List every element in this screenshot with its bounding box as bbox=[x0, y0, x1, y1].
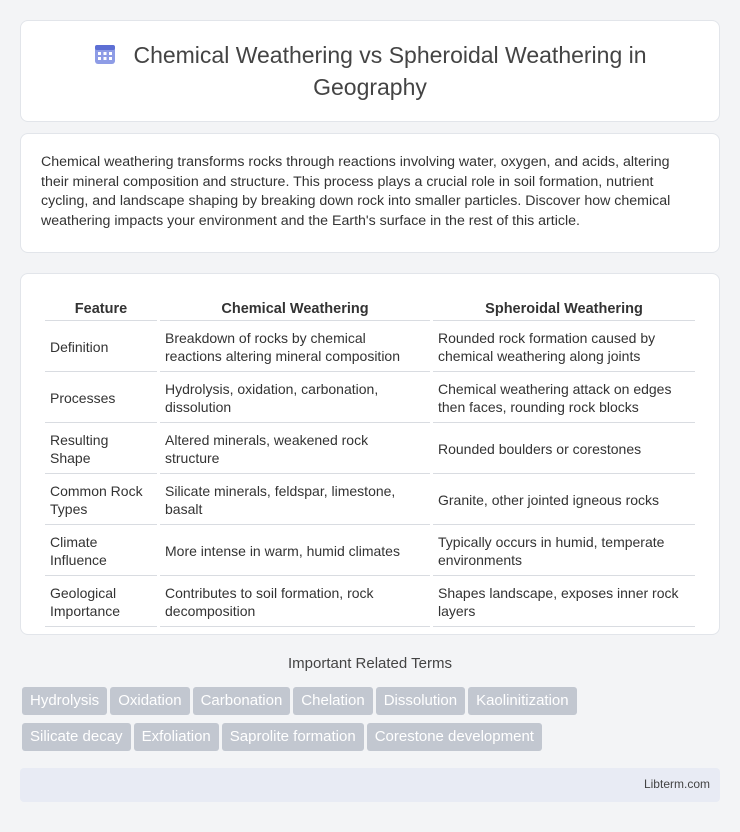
header-feature: Feature bbox=[45, 296, 157, 321]
row-feature: Climate Influence bbox=[45, 527, 157, 576]
row-chemical: Breakdown of rocks by chemical reactions altering mineral composition bbox=[160, 323, 430, 372]
page-title-text: Chemical Weathering vs Spheroidal Weathering in Geography bbox=[133, 41, 647, 100]
page-title bbox=[61, 41, 679, 102]
intro-text: Chemical weathering transforms rocks through reactions involving water, oxygen, and acids, altering their mineral composition and structure. This process plays a crucial role in soil formation, nutrient cycling, and landscape shaping by breaking down rock into smaller particles. Discover how chemical weathering impacts your environment and the Earth's surface in the rest of this article. bbox=[41, 154, 671, 229]
footer bbox=[20, 768, 720, 802]
calendar-icon bbox=[93, 42, 117, 73]
related-term-tag[interactable]: Exfoliation bbox=[134, 723, 219, 751]
related-term-tag[interactable]: Chelation bbox=[293, 687, 372, 715]
row-chemical: Hydrolysis, oxidation, carbonation, dissolution bbox=[160, 374, 430, 423]
row-feature: Geological Importance bbox=[45, 578, 157, 627]
related-term-tag[interactable]: Dissolution bbox=[376, 687, 465, 715]
related-term-tag[interactable]: Silicate decay bbox=[22, 723, 131, 751]
related-term-tag[interactable]: Kaolinitization bbox=[468, 687, 577, 715]
header-spheroidal: Spheroidal Weathering bbox=[433, 296, 695, 321]
row-spheroidal: Granite, other jointed igneous rocks bbox=[433, 476, 695, 525]
row-spheroidal: Shapes landscape, exposes inner rock layers bbox=[433, 578, 695, 627]
related-term-tag[interactable]: Oxidation bbox=[110, 687, 189, 715]
comparison-table-card bbox=[20, 273, 720, 635]
related-term-tag[interactable]: Corestone development bbox=[367, 723, 542, 751]
table-row bbox=[45, 323, 695, 372]
row-feature: Processes bbox=[45, 374, 157, 423]
row-chemical: Silicate minerals, feldspar, limestone, basalt bbox=[160, 476, 430, 525]
row-feature: Resulting Shape bbox=[45, 425, 157, 474]
table-row bbox=[45, 476, 695, 525]
table-row bbox=[45, 527, 695, 576]
table-header-row bbox=[45, 296, 695, 321]
table-row bbox=[45, 425, 695, 474]
header-chemical: Chemical Weathering bbox=[160, 296, 430, 321]
row-chemical: Contributes to soil formation, rock decomposition bbox=[160, 578, 430, 627]
related-term-tag[interactable]: Carbonation bbox=[193, 687, 291, 715]
table-row bbox=[45, 374, 695, 423]
intro-card bbox=[20, 133, 720, 253]
row-spheroidal: Rounded rock formation caused by chemical weathering along joints bbox=[433, 323, 695, 372]
related-term-tag[interactable]: Saprolite formation bbox=[222, 723, 364, 751]
related-terms-list bbox=[22, 687, 722, 759]
comparison-table bbox=[42, 294, 698, 629]
row-feature: Common Rock Types bbox=[45, 476, 157, 525]
row-spheroidal: Chemical weathering attack on edges then faces, rounding rock blocks bbox=[433, 374, 695, 423]
table-row bbox=[45, 578, 695, 627]
title-card bbox=[20, 20, 720, 122]
row-feature: Definition bbox=[45, 323, 157, 372]
row-spheroidal: Typically occurs in humid, temperate environments bbox=[433, 527, 695, 576]
row-chemical: More intense in warm, humid climates bbox=[160, 527, 430, 576]
related-terms-title: Important Related Terms bbox=[288, 655, 452, 672]
row-chemical: Altered minerals, weakened rock structure bbox=[160, 425, 430, 474]
row-spheroidal: Rounded boulders or corestones bbox=[433, 425, 695, 474]
footer-brand-link[interactable]: Libterm.com bbox=[643, 777, 710, 791]
related-term-tag[interactable]: Hydrolysis bbox=[22, 687, 107, 715]
